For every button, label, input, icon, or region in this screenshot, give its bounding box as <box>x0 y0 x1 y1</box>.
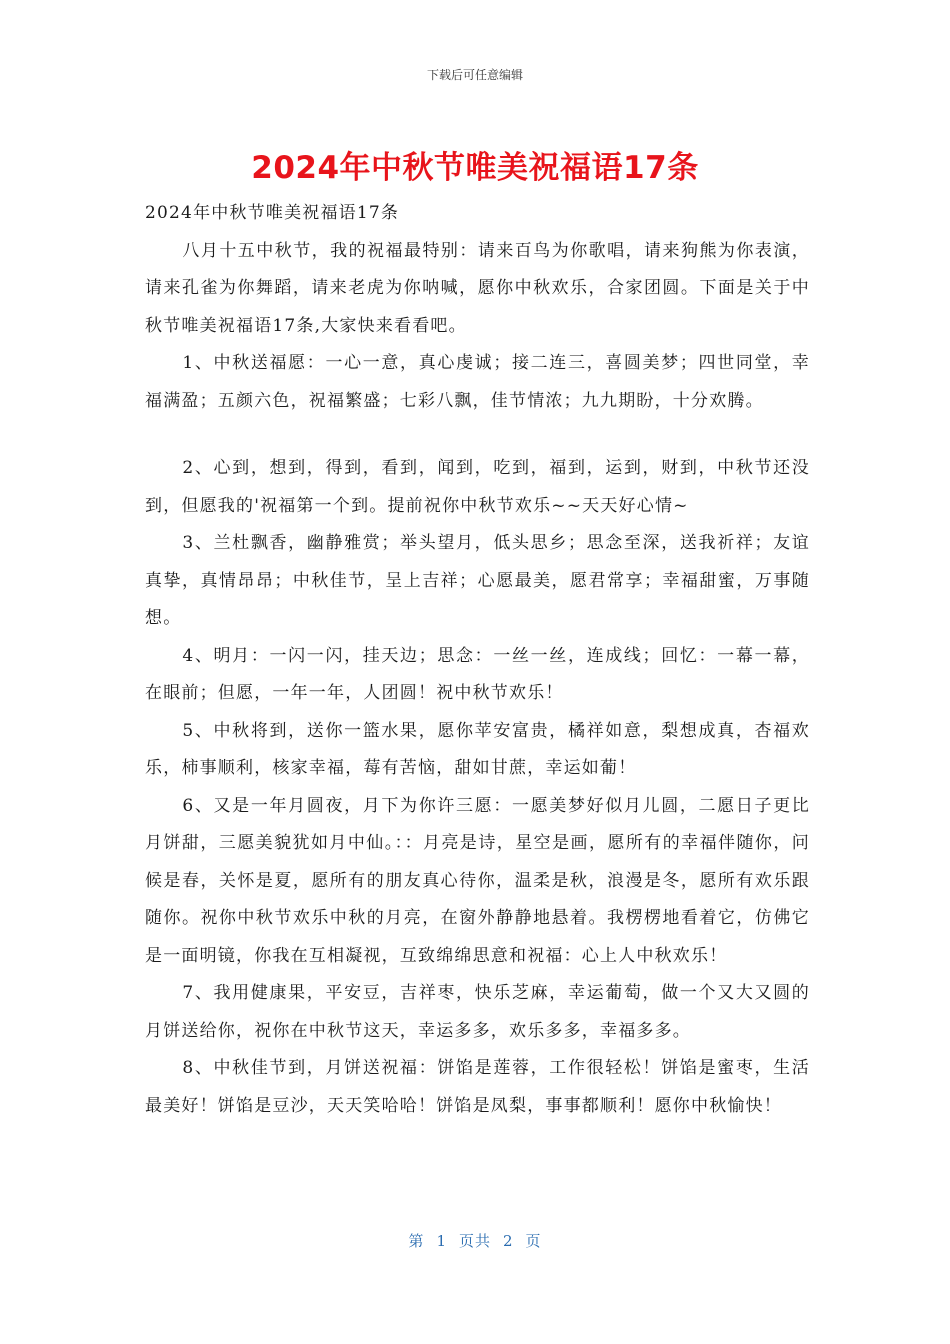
document-title: 2024年中秋节唯美祝福语17条 <box>251 150 699 186</box>
footer-page-label: 第 <box>408 1232 425 1250</box>
wish-paragraph-4: 4、明月：一闪一闪，挂天边；思念：一丝一丝，连成线；回忆：一幕一幕，在眼前；但愿，一年一年，人团圆！祝中秋节欢乐！ <box>145 645 810 703</box>
wish-paragraph-3: 3、兰杜飘香，幽静雅赏；举头望月，低头思乡；思念至深，送我祈祥；友谊真挚，真情昂昂；中秋佳节，呈上吉祥；心愿最美，愿君常享；幸福甜蜜，万事随想。 <box>145 533 810 628</box>
wish-paragraph-1: 1、中秋送福愿：一心一意，真心虔诚；接二连三，喜圆美梦；四世同堂，幸福满盈；五颜六色，祝福繁盛；七彩八飘，佳节情浓；九九期盼，十分欢腾。 <box>145 353 810 411</box>
footer-total-label: 页共 <box>458 1232 491 1250</box>
footer-end-label: 页 <box>525 1232 542 1250</box>
wish-paragraph-7: 7、我用健康果，平安豆，吉祥枣，快乐芝麻，幸运葡萄，做一个又大又圆的月饼送给你，祝你在中秋节这天，幸运多多，欢乐多多，幸福多多。 <box>145 983 810 1041</box>
wish-paragraph-6: 6、又是一年月圆夜，月下为你许三愿：一愿美梦好似月儿圆，二愿日子更比月饼甜，三愿美貌犹如月中仙。：：月亮是诗，星空是画，愿所有的幸福伴随你，问候是春，关怀是夏，愿所有的朋友真心待你，温柔是秋，浪漫是冬，愿所有欢乐跟随你。祝你中秋节欢乐中秋的月亮，在窗外静静地悬着。我楞楞地看着它，仿佛它是一面明镜，你我在互相凝视，互致绵绵思意和祝福：心上人中秋欢乐！ <box>145 795 810 966</box>
wish-paragraph-8: 8、中秋佳节到，月饼送祝福：饼馅是莲蓉，工作很轻松！饼馅是蜜枣，生活最美好！饼馅是豆沙，天天笑哈哈！饼馅是凤梨，事事都顺利！愿你中秋愉快！ <box>145 1058 810 1116</box>
intro-paragraph: 八月十五中秋节，我的祝福最特别：请来百鸟为你歌唱，请来狗熊为你表演，请来孔雀为你舞蹈，请来老虎为你呐喊，愿你中秋欢乐，合家团圆。下面是关于中秋节唯美祝福语17条,大家快来看看吧。 <box>145 240 810 336</box>
wish-paragraph-5: 5、中秋将到，送你一篮水果，愿你苹安富贵，橘祥如意，梨想成真，杏福欢乐，柿事顺利，核家幸福，莓有苦恼，甜如甘蔗，幸运如葡！ <box>145 720 810 778</box>
header-note: 下载后可任意编辑 <box>426 68 523 82</box>
subtitle: 2024年中秋节唯美祝福语17条 <box>145 203 400 223</box>
page-footer <box>0 1230 950 1251</box>
document-body <box>145 195 810 1125</box>
footer-total-pages: 2 <box>503 1232 514 1250</box>
wish-paragraph-2: 2、心到，想到，得到，看到，闻到，吃到，福到，运到，财到，中秋节还没到，但愿我的'祝福第一个到。提前祝你中秋节欢乐~~天天好心情~ <box>145 458 810 516</box>
footer-current-page: 1 <box>436 1232 447 1250</box>
